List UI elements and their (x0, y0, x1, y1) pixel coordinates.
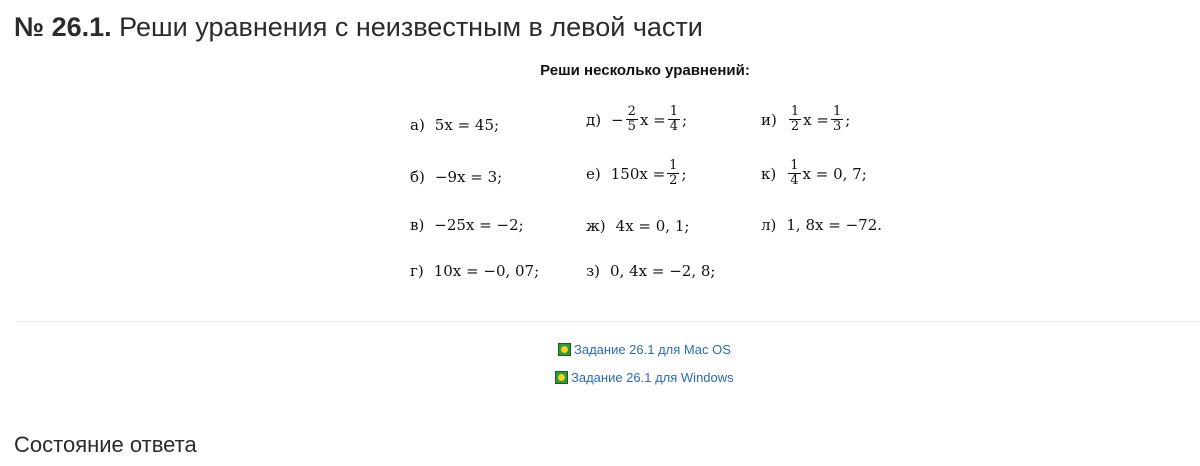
download-windows-link[interactable] (555, 370, 734, 385)
equation-end: ; (845, 110, 851, 129)
equation-l (761, 216, 882, 234)
fraction (789, 105, 801, 134)
equation-g (410, 262, 539, 280)
equation-d (586, 105, 687, 134)
equation-text: 150x = (610, 164, 666, 183)
equation-a (410, 116, 499, 134)
fraction (668, 105, 680, 134)
equation-text: −25x = −2; (434, 216, 524, 234)
equation-text: 10x = −0, 07; (433, 262, 540, 280)
equation-end: ; (682, 110, 688, 129)
fraction-denominator: 2 (790, 119, 800, 134)
equation-label: л) (761, 216, 777, 234)
equation-i (761, 105, 850, 134)
equation-end: ; (681, 164, 687, 183)
equation-sign: − (611, 110, 624, 129)
fraction-denominator: 4 (790, 173, 799, 188)
fraction-denominator: 5 (627, 119, 636, 134)
fraction-numerator: 1 (832, 104, 842, 119)
page-title (14, 12, 703, 43)
equation-label: к) (761, 164, 777, 183)
fraction-denominator: 3 (832, 119, 842, 134)
fraction (626, 105, 638, 134)
download-mac-link[interactable] (558, 342, 731, 357)
equation-k (761, 159, 867, 188)
equation-e (586, 159, 687, 188)
download-mac-label: Задание 26.1 для Mac OS (574, 342, 731, 357)
equation-label: в) (410, 216, 425, 234)
fraction-numerator: 1 (790, 158, 799, 173)
answer-status-heading: Состояние ответа (14, 432, 197, 457)
equation-text: x = 0, 7; (802, 164, 867, 183)
equation-label: е) (586, 164, 601, 183)
fraction-numerator: 2 (627, 104, 636, 119)
equation-b (410, 168, 502, 186)
fraction (667, 159, 679, 188)
task-number: № 26.1. (14, 12, 112, 42)
equation-label: г) (410, 262, 424, 280)
fraction-denominator: 4 (669, 119, 679, 134)
equation-label: и) (761, 110, 777, 129)
equation-z (586, 262, 715, 280)
task-title: Реши уравнения с неизвестным в левой части (119, 12, 703, 42)
equation-text: 4x = 0, 1; (615, 217, 690, 235)
section-divider (16, 321, 1200, 322)
equation-v (410, 216, 524, 234)
equation-label: а) (410, 116, 425, 134)
equation-label: з) (586, 262, 601, 280)
equation-label: б) (410, 168, 425, 186)
equation-label: д) (586, 110, 602, 129)
fraction-numerator: 1 (669, 104, 679, 119)
fraction (831, 105, 843, 134)
fraction (788, 159, 800, 188)
equation-text: x = (803, 110, 829, 129)
equation-text: 1, 8x = −72. (786, 216, 883, 234)
fraction-denominator: 2 (669, 173, 678, 188)
download-archive-icon (555, 371, 568, 384)
equation-zh (586, 217, 689, 235)
equation-label: ж) (586, 217, 606, 235)
fraction-numerator: 1 (790, 104, 800, 119)
equation-text: x = (639, 110, 666, 129)
task-subtitle: Реши несколько уравнений: (540, 62, 750, 79)
equation-text: −9x = 3; (434, 168, 503, 186)
equation-text: 5x = 45; (434, 116, 500, 134)
fraction-numerator: 1 (669, 158, 678, 173)
download-windows-label: Задание 26.1 для Windows (571, 370, 734, 385)
download-archive-icon (558, 343, 571, 356)
equation-text: 0, 4x = −2, 8; (610, 262, 716, 280)
